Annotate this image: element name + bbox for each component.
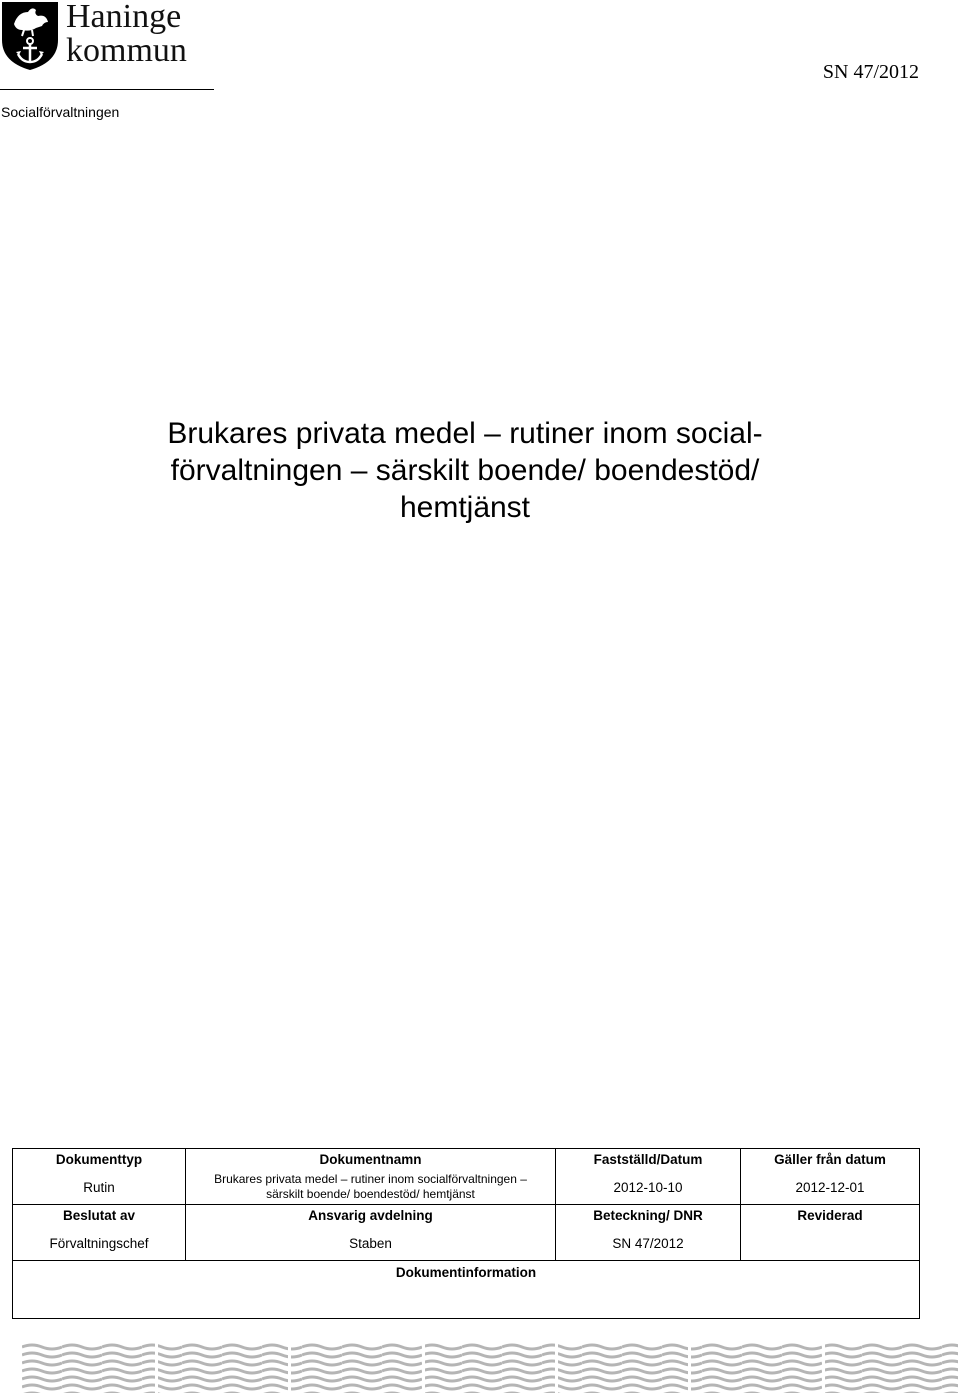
document-title-line2: förvaltningen – särskilt boende/ boendestöd/ <box>170 454 760 487</box>
document-info-table <box>12 1148 920 1319</box>
document-reference: SN 47/2012 <box>822 61 919 83</box>
wave-pattern-icon <box>22 1343 958 1393</box>
header-beteckning: Beteckning/ DNR <box>556 1205 741 1227</box>
value-reviderad <box>741 1227 920 1261</box>
coat-of-arms-icon <box>0 0 60 72</box>
header-ansvarig: Ansvarig avdelning <box>186 1205 556 1227</box>
value-faststalld: 2012-10-10 <box>556 1171 741 1205</box>
header-dokumenttyp: Dokumenttyp <box>13 1149 186 1171</box>
value-galler: 2012-12-01 <box>741 1171 920 1205</box>
municipality-name-line1: Haninge <box>66 0 182 35</box>
table-row <box>13 1261 920 1319</box>
document-title-line1: Brukares privata medel – rutiner inom social- <box>167 417 763 450</box>
table-row <box>13 1227 920 1261</box>
header-logo <box>0 0 215 92</box>
header-divider <box>0 89 214 90</box>
value-ansvarig: Staben <box>186 1227 556 1261</box>
table-row <box>13 1171 920 1205</box>
header-faststalld: Fastställd/Datum <box>556 1149 741 1171</box>
header-reviderad: Reviderad <box>741 1205 920 1227</box>
table-row <box>13 1205 920 1227</box>
footer-decoration <box>22 1343 958 1393</box>
header-beslutat: Beslutat av <box>13 1205 186 1227</box>
department-name: Socialförvaltningen <box>1 104 120 120</box>
document-title-line3: hemtjänst <box>399 491 531 524</box>
municipality-name <box>66 0 187 68</box>
value-beslutat: Förvaltningschef <box>13 1227 186 1261</box>
value-dokumentnamn-line2: särskilt boende/ boendestöd/ hemtjänst <box>266 1187 475 1202</box>
header-dokumentnamn: Dokumentnamn <box>186 1149 556 1171</box>
header-galler: Gäller från datum <box>741 1149 920 1171</box>
value-dokumentnamn <box>186 1171 556 1205</box>
value-dokumenttyp: Rutin <box>13 1171 186 1205</box>
municipality-name-line2: kommun <box>66 32 187 69</box>
table-row <box>13 1149 920 1171</box>
document-title <box>0 415 930 526</box>
document-info-label: Dokumentinformation <box>13 1261 920 1319</box>
value-dokumentnamn-line1: Brukares privata medel – rutiner inom socialförvaltningen – <box>214 1172 527 1187</box>
value-beteckning: SN 47/2012 <box>556 1227 741 1261</box>
